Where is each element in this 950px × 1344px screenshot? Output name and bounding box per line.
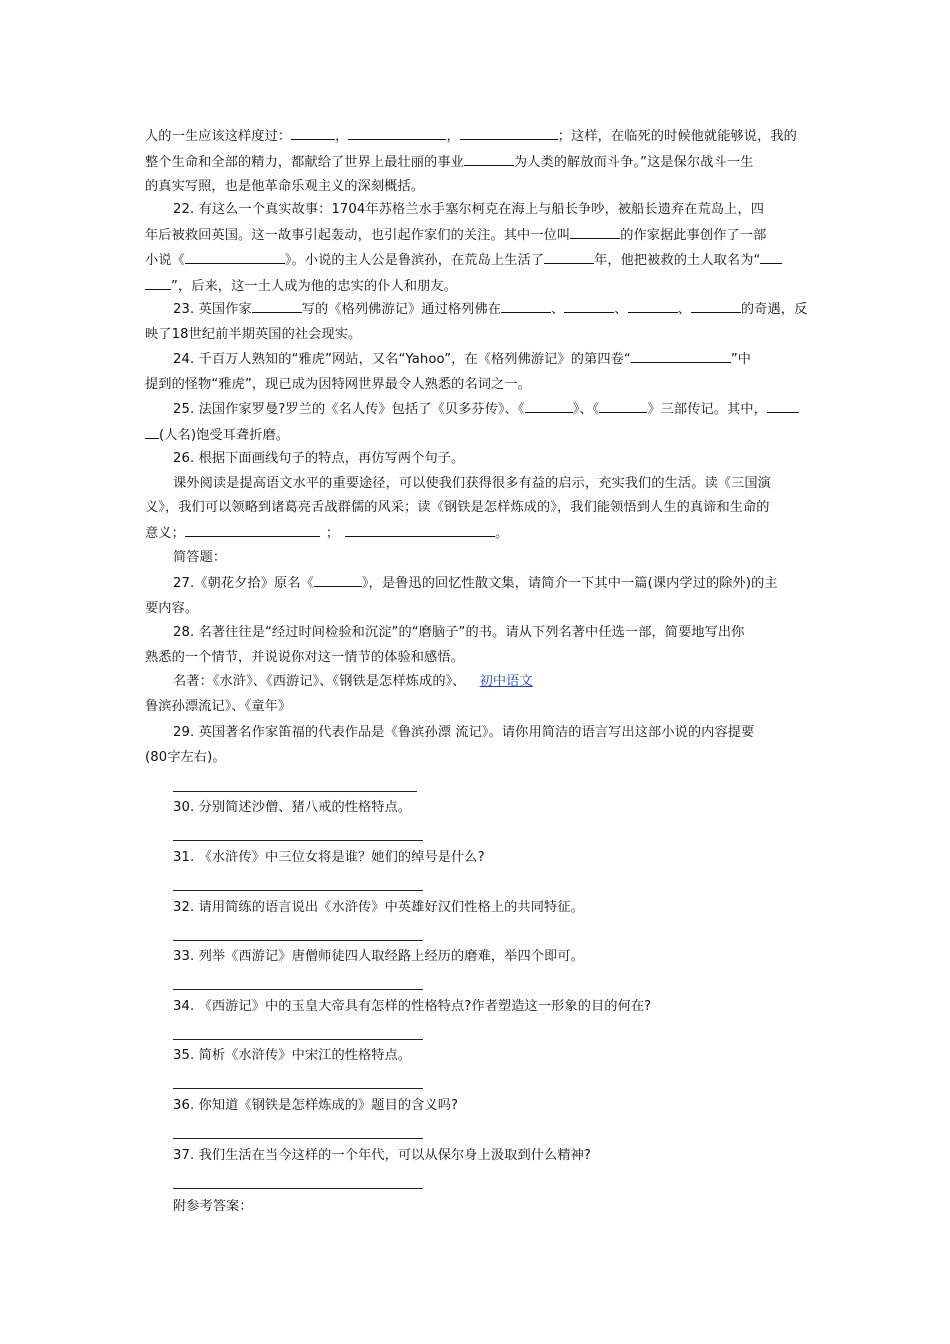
question-28 [145, 621, 810, 719]
text: 整个生命和全部的精力，都献给了世界上最壮丽的事业 [145, 154, 464, 170]
text: 要内容。 [145, 600, 199, 616]
text: 32. 请用简练的语言说出《水浒传》中英雄好汉们性格上的共同特征。 [173, 900, 584, 915]
text: 、 [614, 302, 628, 317]
text: 。 [495, 525, 509, 541]
fill-blank[interactable] [252, 297, 302, 313]
fill-blank[interactable] [291, 124, 335, 140]
text: 映了18世纪前半期英国的社会现实。 [145, 326, 362, 342]
text: 的真实写照，也是他革命乐观主义的深刻概括。 [145, 179, 425, 194]
fill-blank[interactable] [544, 248, 594, 264]
text: 提到的怪物“雅虎”，现已成为因特网世界最令人熟悉的名词之一。 [145, 376, 531, 392]
answer-line[interactable] [173, 1088, 423, 1089]
text: 27.《朝花夕拾》原名《 [173, 576, 314, 591]
text: 30. 分别简述沙僧、猪八戒的性格特点。 [173, 800, 412, 815]
text: 34. 《西游记》中的玉皇大帝具有怎样的性格特点?作者塑造这一形象的目的何在? [173, 999, 652, 1014]
text: 23. 英国作家 [173, 302, 252, 317]
link-junior-chinese[interactable]: 初中语文 [479, 674, 533, 689]
text: 22. 有这么一个真实故事：1704年苏格兰水手塞尔柯克在海上与船长争吵，被船长遗弃在荒岛上，四 [173, 202, 765, 217]
fill-blank[interactable] [570, 223, 620, 239]
text: 、 [551, 302, 565, 317]
question-24 [145, 347, 810, 397]
text: 人的一生应该这样度过： [145, 129, 292, 144]
question-22 [145, 198, 810, 299]
paragraph-intro [145, 124, 810, 200]
text: 26. 根据下面画线句子的特点，再仿写两个句子。 [173, 451, 465, 466]
fill-blank[interactable] [145, 423, 159, 439]
text: 》。小说的主人公是鲁滨孙，在荒岛上生活了 [284, 253, 545, 268]
fill-blank[interactable] [691, 297, 741, 313]
section-title-short-answer [145, 546, 810, 571]
text: 名著：《水浒》、《西游记》、《钢铁是怎样炼成的》、 [173, 674, 466, 689]
text: ”，后来，这一土人成为他的忠实的仆人和朋友。 [171, 278, 457, 294]
text: 》三部传记。其中， [647, 402, 767, 417]
answer-line[interactable] [173, 890, 423, 891]
text: 写的《格列佛游记》通过格列佛在 [301, 302, 502, 317]
question-33 [145, 945, 810, 970]
text: 年后被救回英国。这一故事引起轰动，也引起作家们的关注。其中一位叫 [145, 227, 571, 243]
text: 附参考答案： [173, 1199, 253, 1214]
text: 37. 我们生活在当今这样的一个年代，可以从保尔身上汲取到什么精神? [173, 1148, 591, 1163]
text: 31. 《水浒传》中三位女将是谁？她们的绰号是什么? [173, 850, 485, 865]
fill-blank[interactable] [501, 297, 551, 313]
answer-line[interactable] [173, 940, 423, 941]
text: 28. 名著往往是“经过时间检验和沉淀”的“磨脑子”的书。请从下列名著中任选一部，简要地写出你 [173, 625, 745, 640]
fill-blank[interactable] [345, 521, 495, 537]
text: 35. 简析《水浒传》中宋江的性格特点。 [173, 1048, 412, 1063]
question-29 [145, 721, 810, 770]
text: ， [446, 129, 460, 144]
question-23 [145, 297, 810, 347]
question-36 [145, 1094, 810, 1119]
text: 》，是鲁迅的回忆性散文集，请简介一下其中一篇(课内学过的除外)的主 [361, 576, 778, 591]
fill-blank[interactable] [460, 124, 558, 140]
fill-blank[interactable] [760, 248, 782, 264]
fill-blank[interactable] [628, 297, 678, 313]
fill-blank[interactable] [185, 521, 320, 537]
fill-blank[interactable] [314, 571, 362, 587]
text: ， [335, 129, 349, 144]
answer-line[interactable] [173, 989, 423, 990]
fill-blank[interactable] [185, 248, 285, 264]
answer-line[interactable] [173, 791, 417, 792]
answer-line[interactable] [173, 1138, 423, 1139]
question-34 [145, 995, 810, 1020]
question-27 [145, 571, 810, 621]
fill-blank[interactable] [599, 397, 647, 413]
text: 简答题： [173, 550, 227, 565]
answer-key-title [145, 1195, 810, 1220]
text: 29. 英国著名作家笛福的代表作品是《鲁滨孙漂 流记》。请你用简洁的语言写出这部小说的内容提要 [173, 725, 755, 740]
text: 课外阅读是提高语文水平的重要途径，可以使我们获得很多有益的启示，充实我们的生活。读《三国演 [173, 475, 771, 491]
text: ； [325, 525, 340, 541]
text: 年，他把被救的土人取名为“ [594, 253, 761, 268]
text: 的作家据此事创作了一部 [620, 227, 767, 243]
fill-blank[interactable] [631, 347, 731, 363]
text: 为人类的解放而斗争。”这是保尔战斗一生 [513, 154, 754, 170]
answer-line[interactable] [173, 1188, 423, 1189]
text: (人名)饱受耳聋折磨。 [159, 427, 290, 443]
text: 、 [677, 302, 691, 317]
text: 鲁滨孙漂流记》、《童年》 [145, 698, 292, 714]
question-31 [145, 846, 810, 871]
text: 36. 你知道《钢铁是怎样炼成的》题目的含义吗? [173, 1098, 459, 1113]
text: ”中 [730, 352, 752, 367]
text: ；这样，在临死的时候他就能够说，我的 [557, 129, 797, 144]
answer-line[interactable] [173, 1039, 423, 1040]
fill-blank[interactable] [564, 297, 614, 313]
fill-blank[interactable] [145, 274, 171, 290]
text: 24. 千百万人熟知的“雅虎”网站，又名“Yahoo”，在《格列佛游记》的第四卷“ [173, 352, 631, 367]
text: 小说《 [145, 253, 185, 268]
fill-blank[interactable] [525, 397, 573, 413]
question-25 [145, 397, 810, 448]
text: 25. 法国作家罗曼?罗兰的《名人传》包括了《贝多芬传》、《 [173, 402, 525, 417]
question-37 [145, 1144, 810, 1169]
answer-line[interactable] [173, 840, 423, 841]
text: 意义； [145, 525, 185, 541]
text: 的奇遇，反 [740, 302, 808, 317]
text: (80字左右)。 [145, 749, 226, 765]
question-26 [145, 447, 810, 546]
question-35 [145, 1044, 810, 1069]
fill-blank[interactable] [348, 124, 446, 140]
text: 熟悉的一个情节，并说说你对这一情节的体验和感悟。 [145, 649, 464, 665]
text: 义》，我们可以领略到诸葛亮舌战群儒的风采；读《钢铁是怎样炼成的》，我们能领悟到人生的真谛和生命的 [145, 500, 770, 515]
text: 》、《 [572, 402, 600, 417]
fill-blank[interactable] [767, 397, 799, 413]
question-30 [145, 796, 810, 821]
question-32 [145, 896, 810, 921]
fill-blank[interactable] [464, 150, 514, 166]
text: 33. 列举《西游记》唐僧师徒四人取经路上经历的磨难，举四个即可。 [173, 949, 584, 964]
